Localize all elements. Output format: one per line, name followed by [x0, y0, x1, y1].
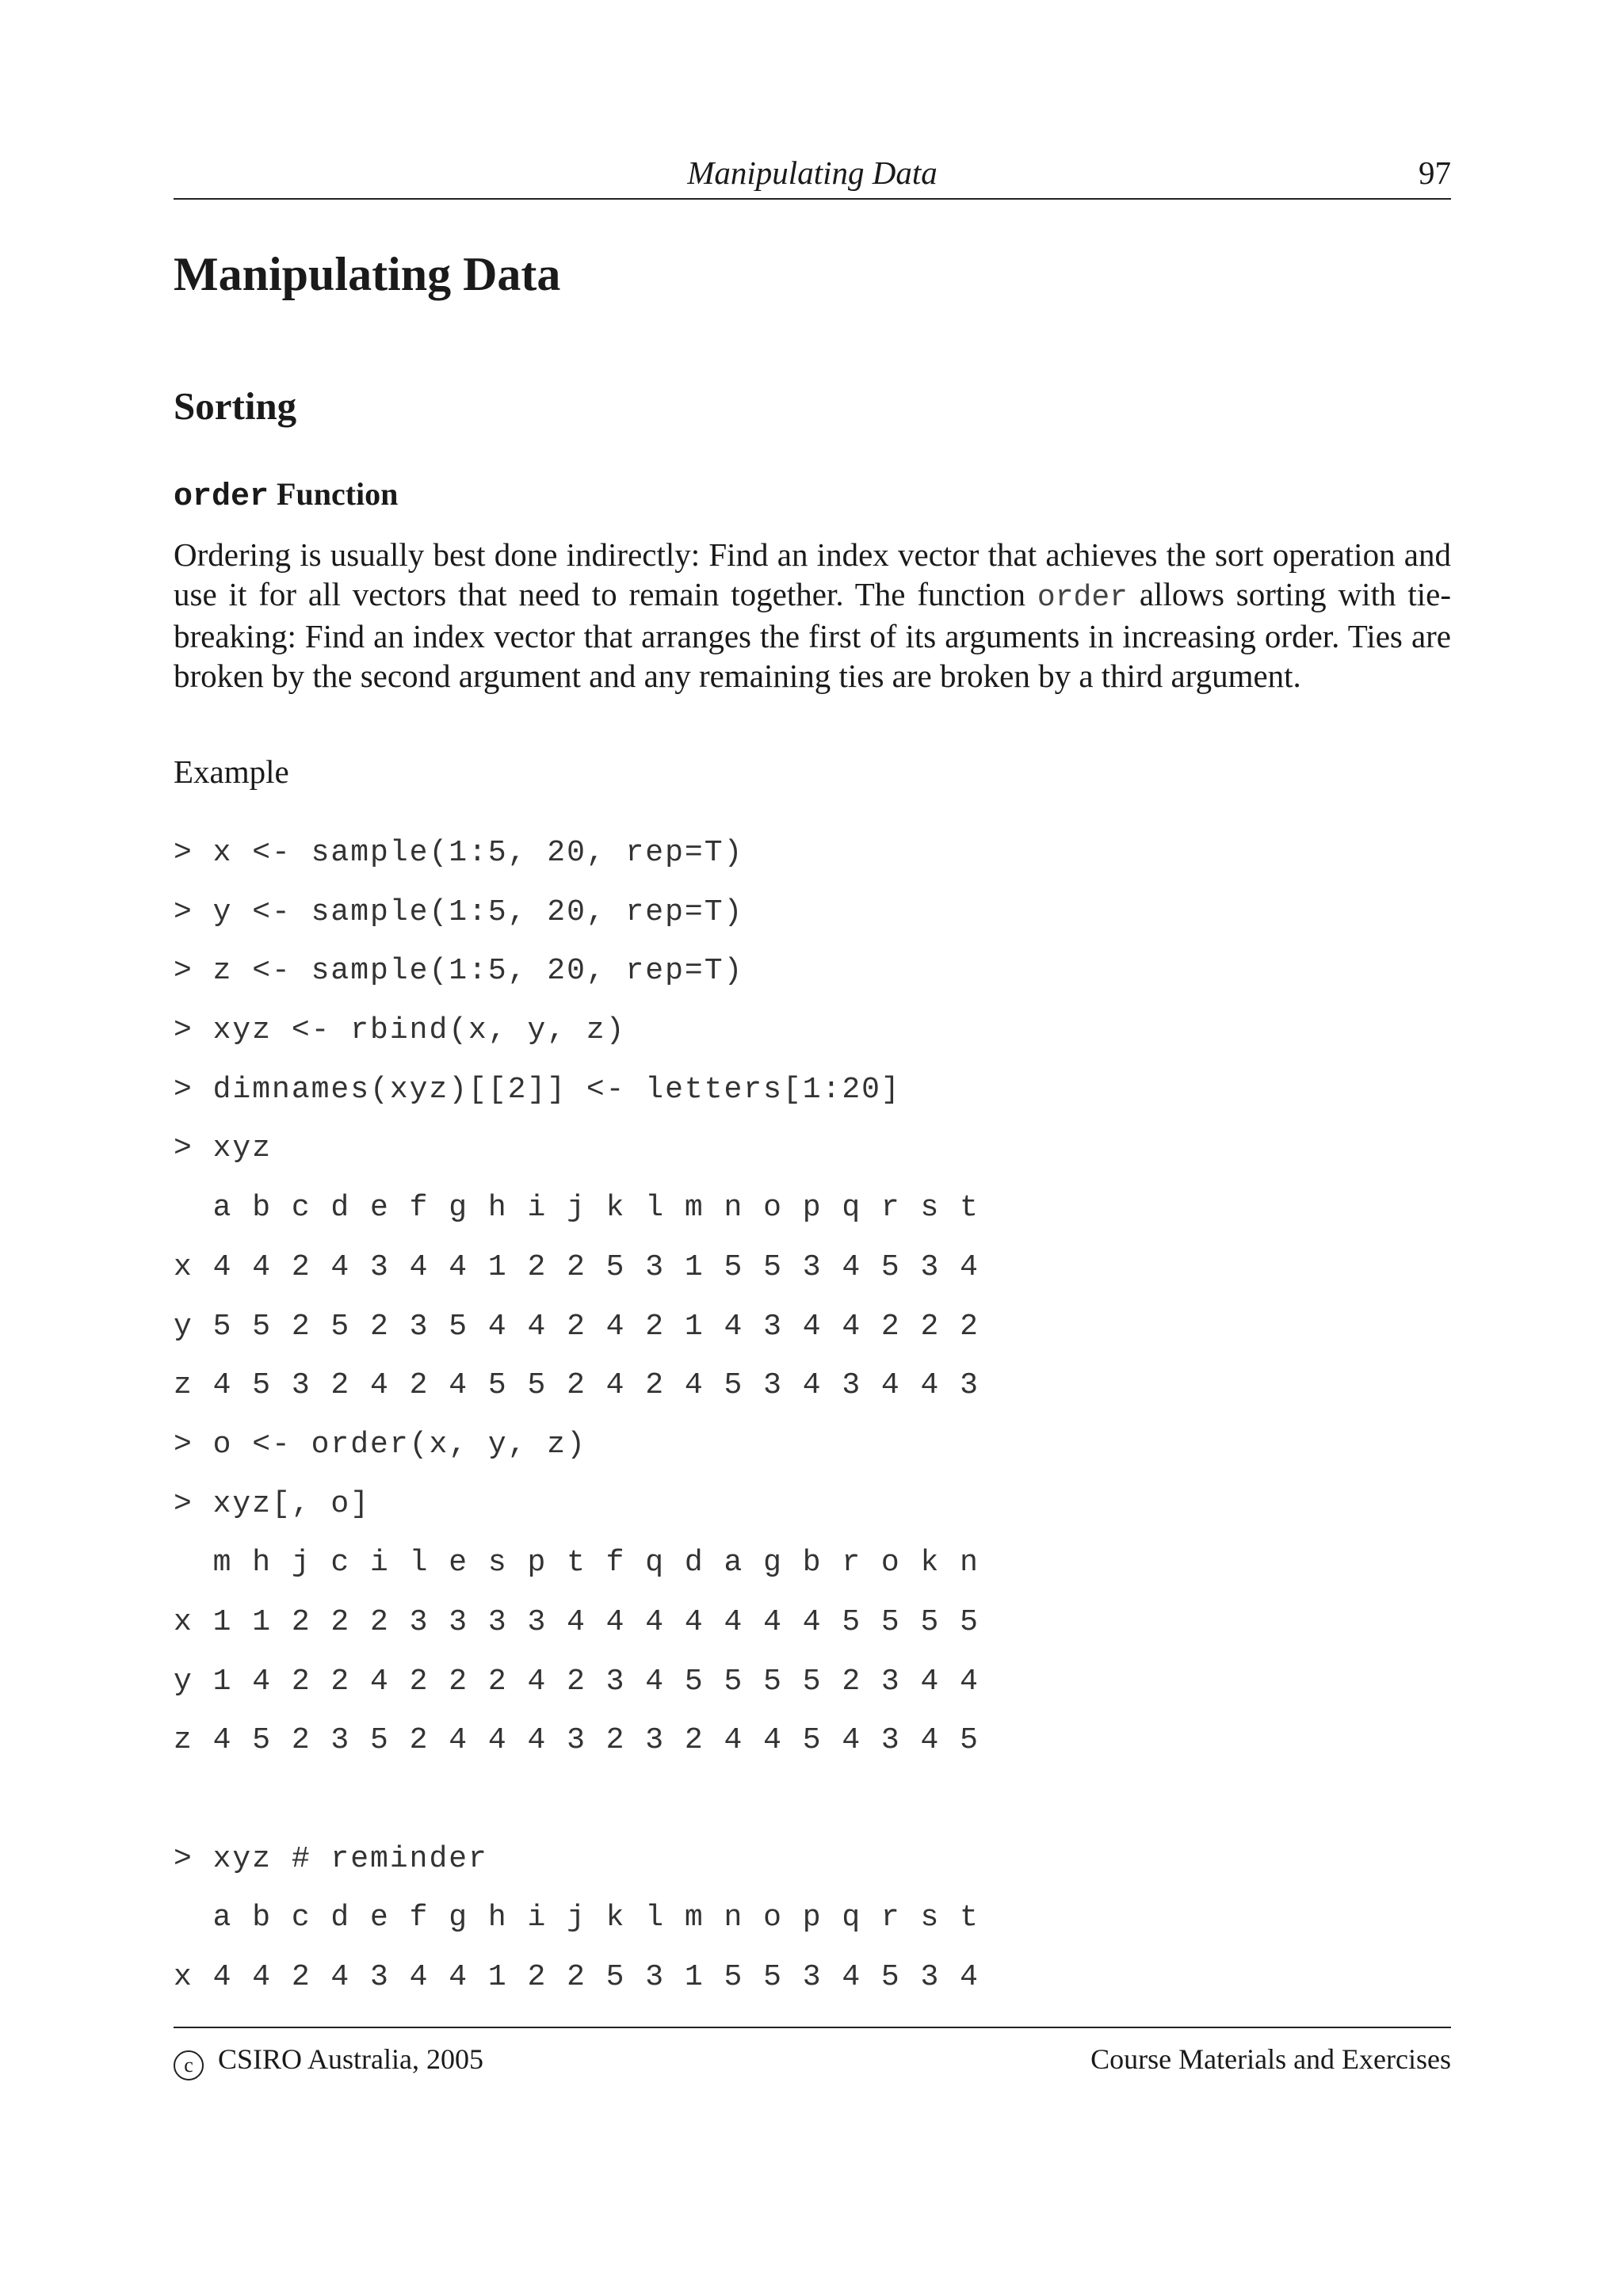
- code-output-line: x 4 4 2 4 3 4 4 1 2 2 5 3 1 5 5 3 4 5 3 4: [174, 1960, 980, 1995]
- paragraph-text-start: Ordering is usually best done indirectly: Find an index vector that achieves the sort operation and use it for all vectors that need to remain together. The function: [174, 536, 1451, 612]
- code-output-line: a b c d e f g h i j k l m n o p q r s t: [174, 1191, 980, 1226]
- code-output-line: y 5 5 2 5 2 3 5 4 4 2 4 2 1 4 3 4 4 2 2 2: [174, 1309, 980, 1344]
- code-line: > xyz[, o]: [174, 1486, 371, 1521]
- subsection-title-text: Function: [269, 476, 399, 512]
- code-line: > dimnames(xyz)[[2]] <- letters[1:20]: [174, 1072, 901, 1107]
- page-number: 97: [1419, 154, 1451, 191]
- footer-copyright: [174, 2042, 483, 2081]
- page-footer: [174, 2027, 1451, 2084]
- body-paragraph: [174, 536, 1451, 696]
- code-line: > o <- order(x, y, z): [174, 1427, 586, 1462]
- code-output-line: x 4 4 2 4 3 4 4 1 2 2 5 3 1 5 5 3 4 5 3 4: [174, 1249, 980, 1284]
- running-header-title: Manipulating Data: [687, 154, 938, 191]
- code-block: [174, 824, 980, 2008]
- subsection-title: [174, 475, 398, 515]
- code-blank-line: [174, 1771, 980, 1830]
- code-output-line: x 1 1 2 2 2 3 3 3 3 4 4 4 4 4 4 4 5 5 5 5: [174, 1604, 980, 1639]
- inline-code-order: order: [1037, 580, 1128, 615]
- footer-right-text: Course Materials and Exercises: [1090, 2043, 1451, 2075]
- code-line: > xyz <- rbind(x, y, z): [174, 1013, 626, 1048]
- code-output-line: z 4 5 3 2 4 2 4 5 5 2 4 2 4 5 3 4 3 4 4 3: [174, 1368, 980, 1403]
- section-title: Sorting: [174, 384, 297, 428]
- chapter-title: Manipulating Data: [174, 248, 561, 300]
- code-output-line: a b c d e f g h i j k l m n o p q r s t: [174, 1901, 980, 1936]
- code-line: > xyz: [174, 1131, 273, 1166]
- code-line: > xyz # reminder: [174, 1841, 488, 1876]
- page-header: [174, 151, 1451, 200]
- code-line: > x <- sample(1:5, 20, rep=T): [174, 836, 744, 870]
- code-output-line: y 1 4 2 2 4 2 2 2 4 2 3 4 5 5 5 5 2 3 4 4: [174, 1664, 980, 1699]
- subsection-code-word: order: [174, 479, 269, 515]
- copyright-icon: c: [174, 2050, 204, 2081]
- code-output-line: m h j c i l e s p t f q d a g b r o k n: [174, 1546, 980, 1581]
- code-output-line: z 4 5 2 3 5 2 4 4 4 3 2 3 2 4 4 5 4 3 4 5: [174, 1723, 980, 1758]
- code-line: > z <- sample(1:5, 20, rep=T): [174, 954, 744, 989]
- footer-left-text: CSIRO Australia, 2005: [218, 2043, 484, 2075]
- paragraph-text-end: allows sorting with tie-breaking: Find an index vector that arranges the first of its arguments in increasing order. Ties are broken by the second argument and any remaining ties are broken by a third argument.: [174, 575, 1451, 694]
- code-line: > y <- sample(1:5, 20, rep=T): [174, 894, 744, 929]
- example-label: Example: [174, 753, 289, 790]
